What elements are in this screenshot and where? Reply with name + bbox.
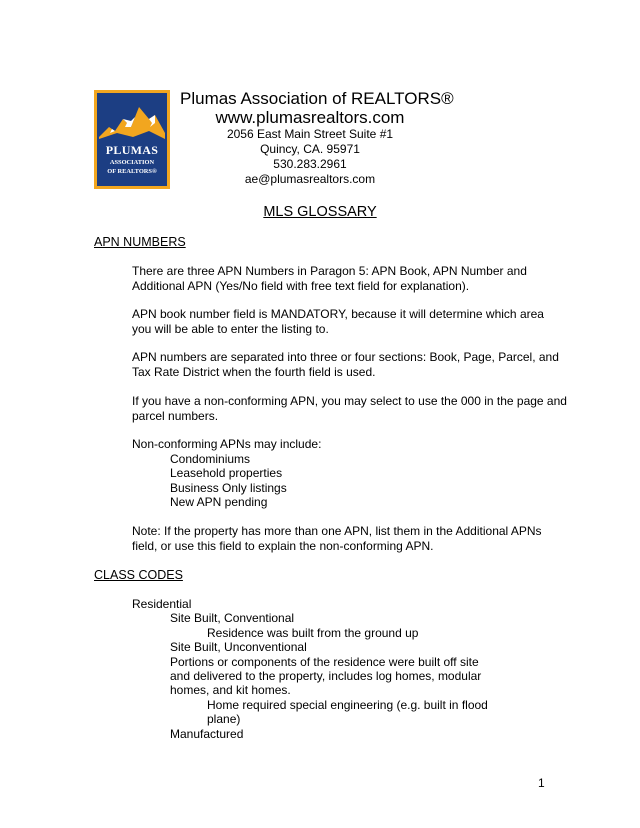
paragraph-line: If you have a non-conforming APN, you may select to use the 000 in the page and bbox=[132, 394, 567, 408]
note-line: field, or use this field to explain the non-conforming APN. bbox=[132, 539, 434, 553]
class-residential: Residential bbox=[132, 597, 192, 611]
org-name: Plumas Association of REALTORS® bbox=[180, 89, 454, 108]
class-manufactured: Manufactured bbox=[170, 727, 244, 741]
paragraph-line: Additional APN (Yes/No field with free text field for explanation). bbox=[132, 279, 470, 293]
list-item: Leasehold properties bbox=[170, 466, 283, 480]
paragraph-line: APN book number field is MANDATORY, because it will determine which area bbox=[132, 307, 544, 321]
class-description: Residence was built from the ground up bbox=[207, 626, 419, 640]
class-description: Portions or components of the residence were built off site bbox=[170, 655, 479, 669]
list-item: New APN pending bbox=[170, 495, 268, 509]
note-line: Note: If the property has more than one APN, list them in the Additional APNs bbox=[132, 524, 542, 538]
class-site-built-conventional: Site Built, Conventional bbox=[170, 611, 295, 625]
phone: 530.283.2961 bbox=[273, 157, 347, 171]
logo-text-plumas: PLUMAS bbox=[105, 143, 159, 157]
list-item: Condominiums bbox=[170, 452, 251, 466]
paragraph-line: APN numbers are separated into three or four sections: Book, Page, Parcel, and bbox=[132, 350, 559, 364]
email-link[interactable]: ae@plumasrealtors.com bbox=[244, 172, 376, 186]
address: 2056 East Main Street Suite #1 bbox=[226, 127, 394, 141]
website-link[interactable]: www.plumasrealtors.com bbox=[215, 108, 405, 127]
page-title: MLS GLOSSARY bbox=[263, 204, 377, 220]
paragraph-line: parcel numbers. bbox=[132, 409, 219, 423]
class-description: and delivered to the property, includes log homes, modular bbox=[170, 669, 482, 683]
section-heading-class-codes: CLASS CODES bbox=[94, 568, 183, 582]
list-item: Business Only listings bbox=[170, 481, 287, 495]
class-site-built-unconventional: Site Built, Unconventional bbox=[170, 640, 307, 654]
paragraph-line: There are three APN Numbers in Paragon 5: APN Book, APN Number and bbox=[132, 264, 527, 278]
logo-text-association: ASSOCIATION bbox=[109, 159, 155, 166]
nonconforming-intro: Non-conforming APNs may include: bbox=[132, 437, 322, 451]
plumas-logo bbox=[94, 90, 170, 189]
logo-text-realtors: OF REALTORS® bbox=[107, 168, 157, 175]
class-sub-description: plane) bbox=[207, 712, 241, 726]
class-sub-description: Home required special engineering (e.g. built in flood bbox=[207, 698, 488, 712]
section-heading-apn: APN NUMBERS bbox=[94, 235, 186, 249]
page-number: 1 bbox=[538, 776, 545, 790]
class-description: homes, and kit homes. bbox=[170, 683, 291, 697]
paragraph-line: Tax Rate District when the fourth field is used. bbox=[132, 365, 376, 379]
city: Quincy, CA. 95971 bbox=[260, 142, 360, 156]
paragraph-line: you will be able to enter the listing to. bbox=[132, 322, 329, 336]
